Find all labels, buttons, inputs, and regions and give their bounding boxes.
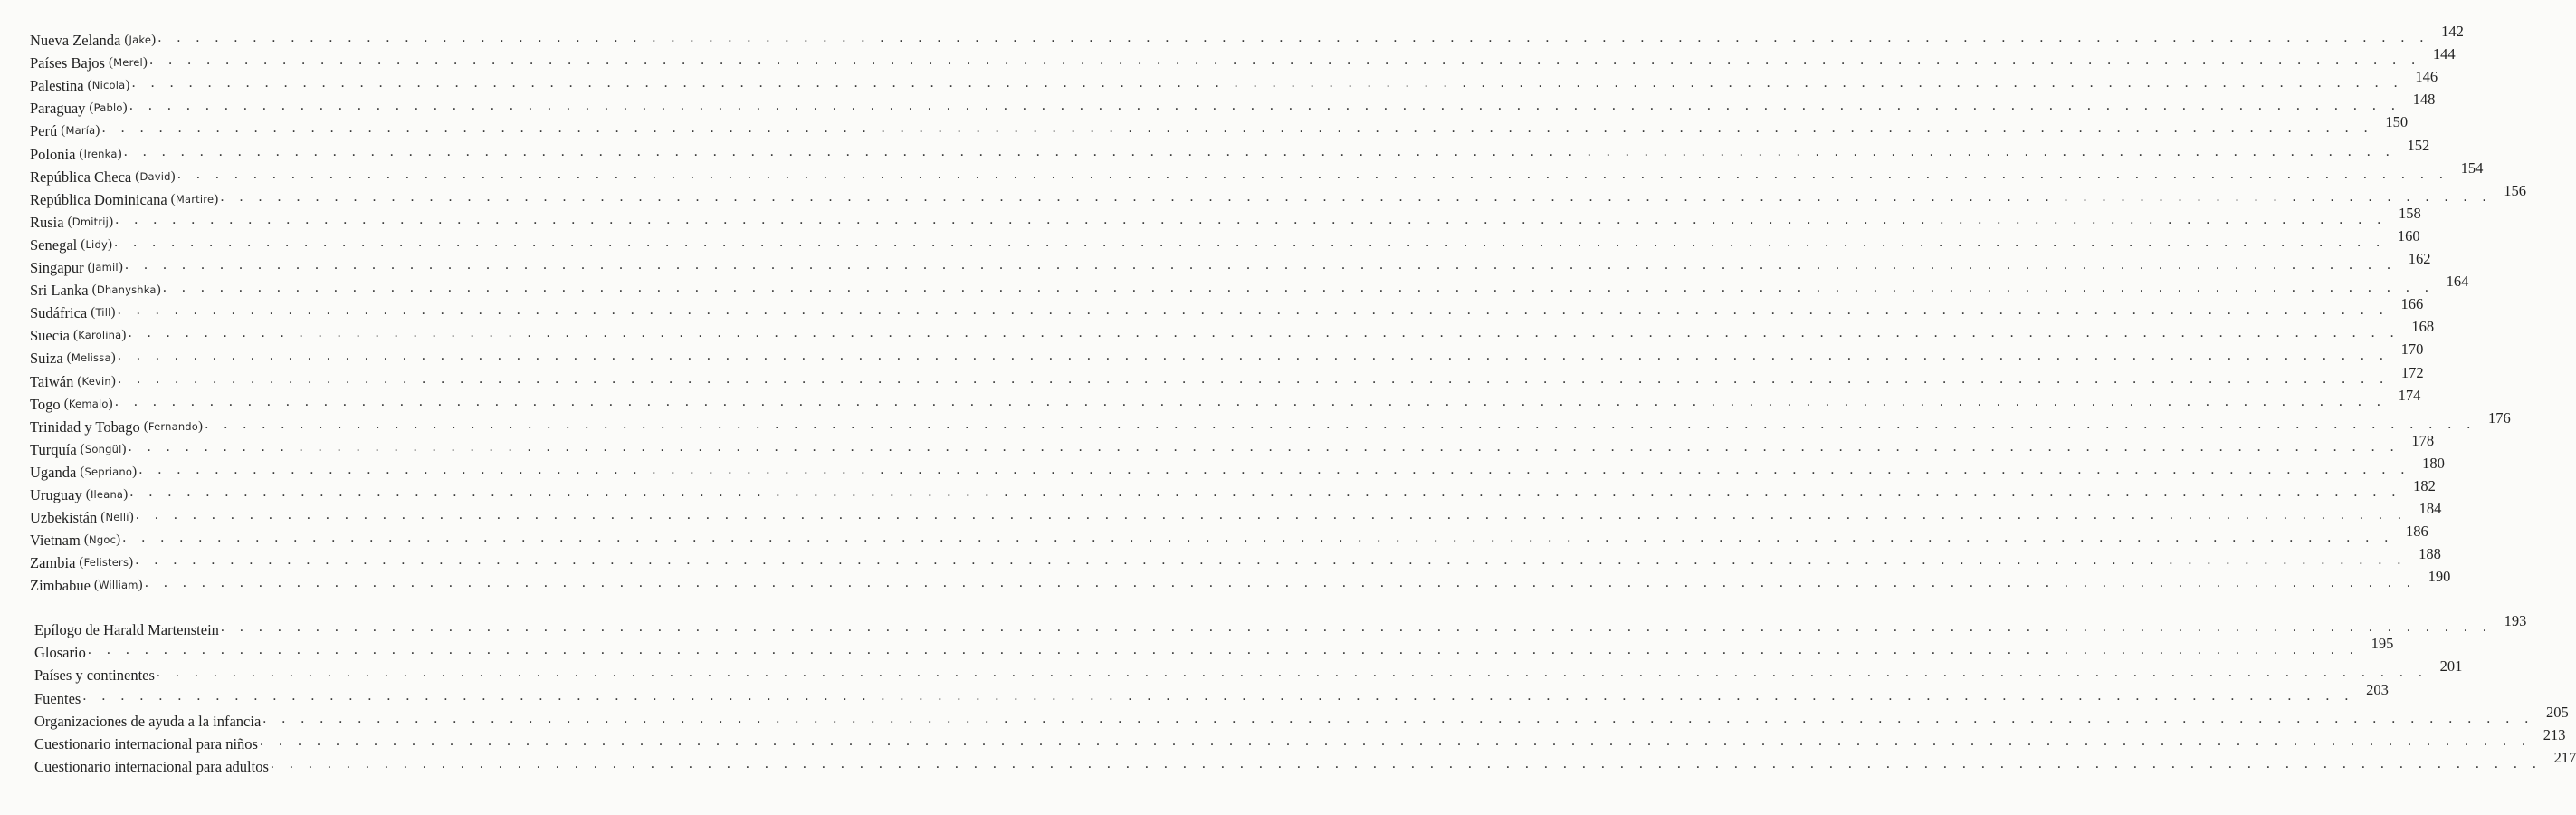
country-name: Zambia xyxy=(30,554,76,572)
dot-leader: . . . . . . . . . . . . . . . . . . . . . . . . . . . . . . . . . . . . . . . . . . . . . . . . . . . . . . . . . . . . . . . . . . . . . . . . . . . . . . . . . . . . . . . . . . . . . . . . . . . . . . . . . . . . . . . . . . . . . . . . xyxy=(149,53,2421,69)
section-title: Epílogo de Harald Martenstein xyxy=(34,621,219,638)
section-title: Organizaciones de ayuda a la infancia xyxy=(34,712,262,730)
open-paren: ( xyxy=(72,328,79,343)
close-paren: ) xyxy=(122,101,128,116)
page-number: 176 xyxy=(2488,408,2511,427)
country-name: Suiza xyxy=(30,350,63,368)
dot-leader: . . . . . . . . . . . . . . . . . . . . . . . . . . . . . . . . . . . . . . . . . . . . . . . . . . . . . . . . . . . . . . . . . . . . . . . . . . . . . . . . . . . . . . . . . . . . . . . . . . . . . . . . . . . . . . . . . . . . . . . . xyxy=(122,530,2394,546)
page-number: 195 xyxy=(2371,635,2394,653)
open-paren: ( xyxy=(91,305,96,321)
contributor-name-text: Songül xyxy=(84,442,122,455)
close-paren: ) xyxy=(129,510,134,525)
dot-leader: . . . . . . . . . . . . . . . . . . . . . . . . . . . . . . . . . . . . . . . . . . . . . . . . . . . . . . . . . . . . . . . . . . . . . . . . . . . . . . . . . . . . . . . . . . . . . . . . . . . . . . . . . . . . . . . . . . . . . . . . xyxy=(114,393,2387,409)
page-number: 142 xyxy=(2441,23,2464,40)
dot-leader: . . . . . . . . . . . . . . . . . . . . . . . . . . . . . . . . . . . . . . . . . . . . . . . . . . . . . . . . . . . . . . . . . . . . . . . . . . . . . . . . . . . . . . . . . . . . . . . . . . . . . . . . . . . . . . . . . . . . . . . . xyxy=(115,211,2387,227)
open-paren: ( xyxy=(170,191,176,206)
open-paren: ( xyxy=(80,441,85,456)
section-title: Países y continentes xyxy=(34,666,155,685)
open-paren: ( xyxy=(91,283,97,298)
contributor-name xyxy=(79,551,133,574)
close-paren: ) xyxy=(125,78,130,93)
contributor-name-text: Fernando xyxy=(148,419,199,433)
contributor-name-text: Irenka xyxy=(83,147,118,160)
toc-entry[interactable] xyxy=(30,568,2451,597)
page-number: 152 xyxy=(2407,136,2430,154)
dot-leader: . . . . . . . . . . . . . . . . . . . . . . . . . . . . . . . . . . . . . . . . . . . . . . . . . . . . . . . . . . . . . . . . . . . . . . . . . . . . . . . . . . . . . . . . . . . . . . . . . . . . . . . . . . . . . . . . . . . . . . . . xyxy=(177,166,2449,182)
country-name: Uganda xyxy=(30,463,77,481)
open-paren: ( xyxy=(87,78,92,93)
close-paren: ) xyxy=(121,328,127,343)
contributor-name xyxy=(81,438,127,461)
page-number: 186 xyxy=(2406,523,2428,541)
country-name: Uruguay xyxy=(30,486,82,503)
contributor-name-text: Ileana xyxy=(90,488,124,501)
dot-leader: . . . . . . . . . . . . . . . . . . . . . . . . . . . . . . . . . . . . . . . . . . . . . . . . . . . . . . . . . . . . . . . . . . . . . . . . . . . . . . . . . . . . . . . . . . . . . . . . . . . . . . . . . . . . . . . . . . . . . . . . xyxy=(101,120,2374,137)
contributor-name-text: Lidy xyxy=(85,237,108,251)
country-name: República Checa xyxy=(30,168,132,186)
page-number: 184 xyxy=(2419,500,2442,518)
page-number: 162 xyxy=(2408,250,2431,267)
dot-leader: . . . . . . . . . . . . . . . . . . . . . . . . . . . . . . . . . . . . . . . . . . . . . . . . . . . . . . . . . . . . . . . . . . . . . . . . . . . . . . . . . . . . . . . . . . . . . . . . . . . . . . . . . . . . . . . . . . . . . . . . xyxy=(131,75,2404,91)
page-number: 172 xyxy=(2400,363,2424,381)
open-paren: ( xyxy=(135,168,140,184)
page-number: 150 xyxy=(2385,113,2409,131)
open-paren: ( xyxy=(93,578,100,593)
open-paren: ( xyxy=(80,464,85,479)
open-paren: ( xyxy=(83,532,90,548)
country-name: Paraguay xyxy=(30,100,86,118)
close-paren: ) xyxy=(129,555,134,570)
contributor-name-text: Martire xyxy=(175,192,215,206)
dot-leader: . . . . . . . . . . . . . . . . . . . . . . . . . . . . . . . . . . . . . . . . . . . . . . . . . . . . . . . . . . . . . . . . . . . . . . . . . . . . . . . . . . . . . . . . . . . . . . . . . . . . . . . . . . . . . . . . . . . . . . . . xyxy=(157,30,2429,45)
dot-leader: . . . . . . . . . . . . . . . . . . . . . . . . . . . . . . . . . . . . . . . . . . . . . . . . . . . . . . . . . . . . . . . . . . . . . . . . . . . . . . . . . . . . . . . . . . . . . . . . . . . . . . . . . . . . . . . . . . . . . . . . xyxy=(259,734,2532,749)
contributor-name-text: Nicola xyxy=(91,79,126,92)
contributor-name-text: Dmitrij xyxy=(72,215,110,228)
contributor-name-text: Jake xyxy=(129,34,152,46)
country-name: República Dominicana xyxy=(30,190,167,208)
contributor-name xyxy=(81,234,112,256)
contributor-name xyxy=(88,256,123,279)
contributor-name xyxy=(77,370,116,393)
contributor-name-text: Till xyxy=(95,306,111,320)
contributor-name xyxy=(67,347,116,369)
section-title: Cuestionario internacional para adultos xyxy=(34,758,269,776)
country-name: Uzbekistán xyxy=(30,509,98,527)
open-paren: ( xyxy=(79,146,84,161)
country-name: Senegal xyxy=(30,235,78,254)
open-paren: ( xyxy=(124,33,129,47)
open-paren: ( xyxy=(81,236,86,252)
page-number: 156 xyxy=(2504,181,2526,199)
dot-leader: . . . . . . . . . . . . . . . . . . . . . . . . . . . . . . . . . . . . . . . . . . . . . . . . . . . . . . . . . . . . . . . . . . . . . . . . . . . . . . . . . . . . . . . . . . . . . . . . . . . . . . . . . . . . . . . . . . . . . . . . xyxy=(220,619,2493,635)
country-name: Taiwán xyxy=(30,372,74,390)
country-name: Polonia xyxy=(30,145,76,163)
open-paren: ( xyxy=(61,123,66,139)
page-number: 190 xyxy=(2428,568,2451,586)
dot-leader: . . . . . . . . . . . . . . . . . . . . . . . . . . . . . . . . . . . . . . . . . . . . . . . . . . . . . . . . . . . . . . . . . . . . . . . . . . . . . . . . . . . . . . . . . . . . . . . . . . . . . . . . . . . . . . . . . . . . . . . . xyxy=(114,234,2386,250)
section-title: Fuentes xyxy=(34,689,81,707)
close-paren: ) xyxy=(214,191,219,206)
close-paren: ) xyxy=(138,578,143,593)
country-name: Nueva Zelanda xyxy=(30,32,121,49)
close-paren: ) xyxy=(151,33,157,47)
country-name: Singapur xyxy=(30,259,84,276)
close-paren: ) xyxy=(110,373,117,388)
dot-leader: . . . . . . . . . . . . . . . . . . . . . . . . . . . . . . . . . . . . . . . . . . . . . . . . . . . . . . . . . . . . . . . . . . . . . . . . . . . . . . . . . . . . . . . . . . . . . . . . . . . . . . . . . . . . . . . . . . . . . . . . xyxy=(270,756,2543,772)
page-number: 182 xyxy=(2413,477,2436,494)
close-paren: ) xyxy=(198,418,204,434)
dot-leader: . . . . . . . . . . . . . . . . . . . . . . . . . . . . . . . . . . . . . . . . . . . . . . . . . . . . . . . . . . . . . . . . . . . . . . . . . . . . . . . . . . . . . . . . . . . . . . . . . . . . . . . . . . . . . . . . . . . . . . . . xyxy=(162,280,2435,296)
open-paren: ( xyxy=(79,555,84,570)
page-number: 168 xyxy=(2411,318,2435,336)
country-name: Vietnam xyxy=(30,532,81,550)
dot-leader: . . . . . . . . . . . . . . . . . . . . . . . . . . . . . . . . . . . . . . . . . . . . . . . . . . . . . . . . . . . . . . . . . . . . . . . . . . . . . . . . . . . . . . . . . . . . . . . . . . . . . . . . . . . . . . . . . . . . . . . . xyxy=(128,438,2400,455)
country-name: Sri Lanka xyxy=(30,282,89,300)
page-number: 166 xyxy=(2400,295,2424,313)
country-name: Trinidad y Tobago xyxy=(30,417,140,436)
open-paren: ( xyxy=(143,418,148,434)
contributor-name xyxy=(91,302,115,324)
close-paren: ) xyxy=(116,532,121,548)
dot-leader: . . . . . . . . . . . . . . . . . . . . . . . . . . . . . . . . . . . . . . . . . . . . . . . . . . . . . . . . . . . . . . . . . . . . . . . . . . . . . . . . . . . . . . . . . . . . . . . . . . . . . . . . . . . . . . . . . . . . . . . . xyxy=(144,575,2417,591)
country-name: Suecia xyxy=(30,327,70,345)
page-number: 170 xyxy=(2400,340,2424,359)
contributor-name-text: Dhanyshka xyxy=(96,283,157,297)
contributor-name xyxy=(80,461,137,484)
dot-leader: . . . . . . . . . . . . . . . . . . . . . . . . . . . . . . . . . . . . . . . . . . . . . . . . . . . . . . . . . . . . . . . . . . . . . . . . . . . . . . . . . . . . . . . . . . . . . . . . . . . . . . . . . . . . . . . . . . . . . . . . xyxy=(129,484,2401,500)
page-number: 178 xyxy=(2411,431,2435,449)
page-number: 144 xyxy=(2432,45,2456,63)
open-paren: ( xyxy=(100,510,106,525)
page-number: 158 xyxy=(2399,204,2421,222)
contributor-name xyxy=(88,74,130,97)
section-title: Glosario xyxy=(34,644,86,662)
close-paren: ) xyxy=(117,146,122,161)
dot-leader: . . . . . . . . . . . . . . . . . . . . . . . . . . . . . . . . . . . . . . . . . . . . . . . . . . . . . . . . . . . . . . . . . . . . . . . . . . . . . . . . . . . . . . . . . . . . . . . . . . . . . . . . . . . . . . . . . . . . . . . . xyxy=(117,348,2390,364)
dot-leader: . . . . . . . . . . . . . . . . . . . . . . . . . . . . . . . . . . . . . . . . . . . . . . . . . . . . . . . . . . . . . . . . . . . . . . . . . . . . . . . . . . . . . . . . . . . . . . . . . . . . . . . . . . . . . . . . . . . . . . . . xyxy=(117,302,2390,319)
contributor-name xyxy=(84,529,120,551)
open-paren: ( xyxy=(67,214,72,229)
close-paren: ) xyxy=(109,214,114,229)
contributor-name-text: Melissa xyxy=(71,351,111,365)
dot-leader: . . . . . . . . . . . . . . . . . . . . . . . . . . . . . . . . . . . . . . . . . . . . . . . . . . . . . . . . . . . . . . . . . . . . . . . . . . . . . . . . . . . . . . . . . . . . . . . . . . . . . . . . . . . . . . . . . . . . . . . . xyxy=(220,188,2492,205)
contributor-name-text: Kemalo xyxy=(68,397,109,410)
contributor-name-text: Merel xyxy=(113,56,143,70)
dot-leader: . . . . . . . . . . . . . . . . . . . . . . . . . . . . . . . . . . . . . . . . . . . . . . . . . . . . . . . . . . . . . . . . . . . . . . . . . . . . . . . . . . . . . . . . . . . . . . . . . . . . . . . . . . . . . . . . . . . . . . . . xyxy=(138,461,2410,477)
contributor-name-text: Karolina xyxy=(78,329,122,342)
page-number: 146 xyxy=(2415,68,2438,86)
page-number: 205 xyxy=(2546,703,2569,721)
country-name: Rusia xyxy=(30,213,64,231)
country-name: Zimbabue xyxy=(30,577,91,595)
contributor-name-text: Ngoc xyxy=(89,533,117,547)
close-paren: ) xyxy=(107,236,113,252)
page-number: 217 xyxy=(2553,749,2576,767)
country-name: Palestina xyxy=(30,77,84,95)
dot-leader: . . . . . . . . . . . . . . . . . . . . . . . . . . . . . . . . . . . . . . . . . . . . . . . . . . . . . . . . . . . . . . . . . . . . . . . . . . . . . . . . . . . . . . . . . . . . . . . . . . . . . . . . . . . . . . . . . . . . . . . . xyxy=(123,143,2396,159)
close-paren: ) xyxy=(110,350,116,366)
dot-leader: . . . . . . . . . . . . . . . . . . . . . . . . . . . . . . . . . . . . . . . . . . . . . . . . . . . . . . . . . . . . . . . . . . . . . . . . . . . . . . . . . . . . . . . . . . . . . . . . . . . . . . . . . . . . . . . . . . . . . . . . xyxy=(128,325,2400,341)
country-name: Países Bajos xyxy=(30,54,105,72)
dot-leader: . . . . . . . . . . . . . . . . . . . . . . . . . . . . . . . . . . . . . . . . . . . . . . . . . . . . . . . . . . . . . . . . . . . . . . . . . . . . . . . . . . . . . . . . . . . . . . . . . . . . . . . . . . . . . . . . . . . . . . . . xyxy=(87,642,2360,658)
open-paren: ( xyxy=(85,487,91,502)
dot-leader: . . . . . . . . . . . . . . . . . . . . . . . . . . . . . . . . . . . . . . . . . . . . . . . . . . . . . . . . . . . . . . . . . . . . . . . . . . . . . . . . . . . . . . . . . . . . . . . . . . . . . . . . . . . . . . . . . . . . . . . . xyxy=(205,416,2476,432)
contributor-name-text: María xyxy=(65,124,96,138)
toc-entry-back-matter[interactable] xyxy=(34,749,2576,778)
contributor-name xyxy=(86,484,129,506)
country-name: Sudáfrica xyxy=(30,304,88,322)
section-title: Cuestionario internacional para niños xyxy=(34,735,258,753)
dot-leader: . . . . . . . . . . . . . . . . . . . . . . . . . . . . . . . . . . . . . . . . . . . . . . . . . . . . . . . . . . . . . . . . . . . . . . . . . . . . . . . . . . . . . . . . . . . . . . . . . . . . . . . . . . . . . . . . . . . . . . . . xyxy=(125,257,2397,273)
dot-leader: . . . . . . . . . . . . . . . . . . . . . . . . . . . . . . . . . . . . . . . . . . . . . . . . . . . . . . . . . . . . . . . . . . . . . . . . . . . . . . . . . . . . . . . . . . . . . . . . . . . . . . . . . . . . . . . . . . . . . . . . xyxy=(129,98,2401,114)
page-number: 148 xyxy=(2412,91,2436,109)
contributor-name-text: David xyxy=(139,169,171,183)
contributor-name-text: Pablo xyxy=(93,101,123,115)
contributor-name xyxy=(64,393,113,416)
contributor-name-text: Sepriano xyxy=(84,465,133,478)
close-paren: ) xyxy=(95,123,100,139)
open-paren: ( xyxy=(66,350,72,366)
page-number: 213 xyxy=(2543,726,2566,743)
close-paren: ) xyxy=(118,260,124,274)
close-paren: ) xyxy=(142,55,148,71)
contributor-name xyxy=(68,211,114,234)
dot-leader: . . . . . . . . . . . . . . . . . . . . . . . . . . . . . . . . . . . . . . . . . . . . . . . . . . . . . . . . . . . . . . . . . . . . . . . . . . . . . . . . . . . . . . . . . . . . . . . . . . . . . . . . . . . . . . . . . . . . . . . . xyxy=(82,687,2354,704)
contributor-name xyxy=(135,166,176,188)
page-number: 154 xyxy=(2460,158,2484,177)
page-number: 160 xyxy=(2397,226,2420,244)
open-paren: ( xyxy=(89,101,94,116)
close-paren: ) xyxy=(170,168,176,184)
close-paren: ) xyxy=(108,396,113,411)
open-paren: ( xyxy=(87,260,92,274)
dot-leader: . . . . . . . . . . . . . . . . . . . . . . . . . . . . . . . . . . . . . . . . . . . . . . . . . . . . . . . . . . . . . . . . . . . . . . . . . . . . . . . . . . . . . . . . . . . . . . . . . . . . . . . . . . . . . . . . . . . . . . . . xyxy=(262,710,2534,726)
page-number: 164 xyxy=(2446,273,2469,291)
dot-leader: . . . . . . . . . . . . . . . . . . . . . . . . . . . . . . . . . . . . . . . . . . . . . . . . . . . . . . . . . . . . . . . . . . . . . . . . . . . . . . . . . . . . . . . . . . . . . . . . . . . . . . . . . . . . . . . . . . . . . . . . xyxy=(135,507,2408,523)
page-number: 188 xyxy=(2419,545,2441,563)
open-paren: ( xyxy=(63,396,69,411)
dot-leader: . . . . . . . . . . . . . . . . . . . . . . . . . . . . . . . . . . . . . . . . . . . . . . . . . . . . . . . . . . . . . . . . . . . . . . . . . . . . . . . . . . . . . . . . . . . . . . . . . . . . . . . . . . . . . . . . . . . . . . . . xyxy=(156,665,2428,681)
close-paren: ) xyxy=(110,305,116,321)
page-number: 201 xyxy=(2439,657,2463,676)
close-paren: ) xyxy=(132,464,138,479)
contributor-name-text: Nelli xyxy=(105,511,129,524)
dot-leader: . . . . . . . . . . . . . . . . . . . . . . . . . . . . . . . . . . . . . . . . . . . . . . . . . . . . . . . . . . . . . . . . . . . . . . . . . . . . . . . . . . . . . . . . . . . . . . . . . . . . . . . . . . . . . . . . . . . . . . . . xyxy=(135,552,2407,569)
page-number: 193 xyxy=(2504,612,2527,629)
contributor-name-text: Jamil xyxy=(91,261,119,273)
country-name: Togo xyxy=(30,395,61,413)
close-paren: ) xyxy=(121,441,127,456)
contributor-name xyxy=(61,120,100,142)
close-paren: ) xyxy=(123,487,129,502)
close-paren: ) xyxy=(156,283,161,298)
country-name: Turquía xyxy=(30,440,77,458)
dot-leader: . . . . . . . . . . . . . . . . . . . . . . . . . . . . . . . . . . . . . . . . . . . . . . . . . . . . . . . . . . . . . . . . . . . . . . . . . . . . . . . . . . . . . . . . . . . . . . . . . . . . . . . . . . . . . . . . . . . . . . . . xyxy=(118,370,2390,387)
page-number: 174 xyxy=(2398,386,2421,404)
open-paren: ( xyxy=(108,55,114,71)
page-number: 180 xyxy=(2422,454,2445,472)
contributor-name-text: William xyxy=(99,579,138,592)
country-name: Perú xyxy=(30,122,58,140)
contributor-name xyxy=(94,574,143,597)
contributor-name xyxy=(79,143,121,166)
contributor-name-text: Felisters xyxy=(83,556,129,570)
open-paren: ( xyxy=(77,373,82,388)
contributor-name-text: Kevin xyxy=(81,374,111,388)
page-number: 203 xyxy=(2366,680,2389,698)
